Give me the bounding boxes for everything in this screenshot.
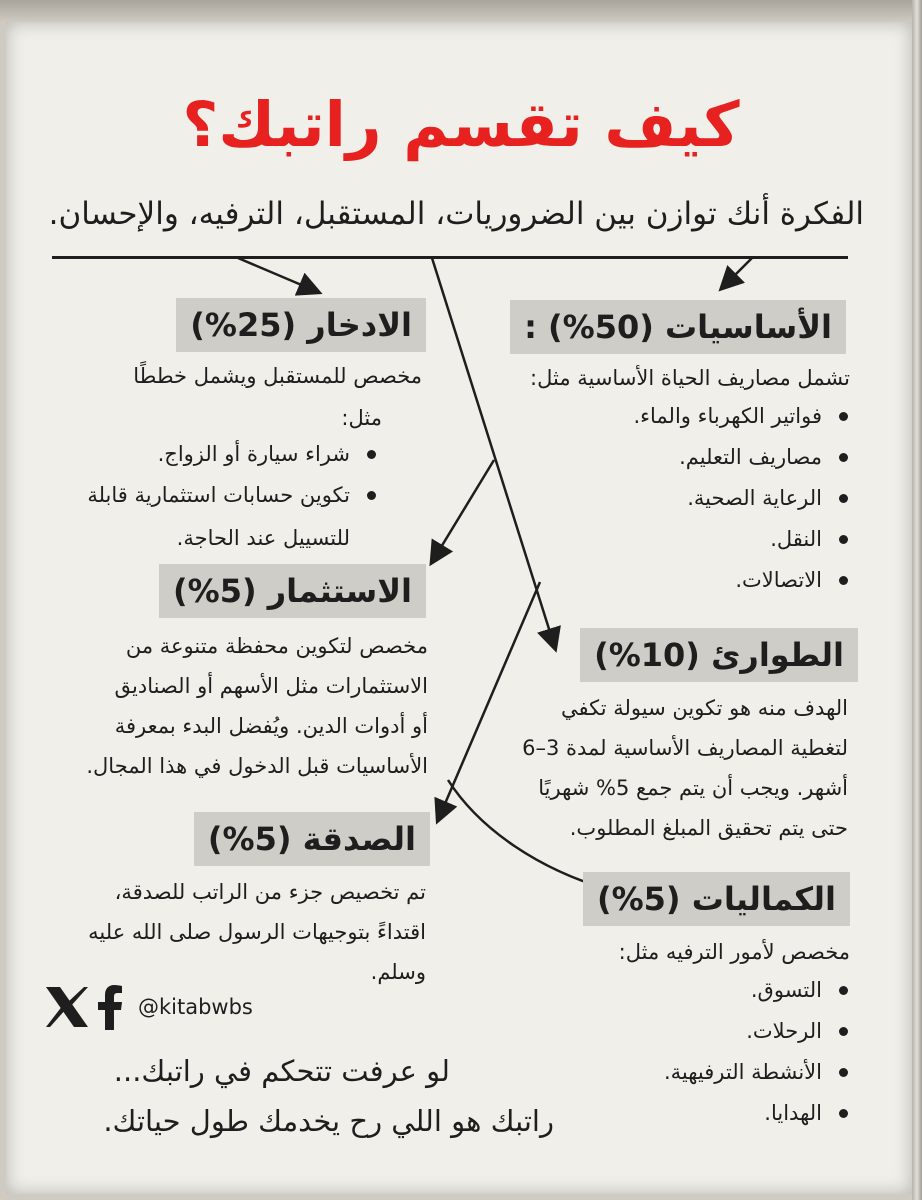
list-item: التسوق. <box>664 970 854 1011</box>
luxuries-list <box>664 970 854 1134</box>
savings-intro-1: مخصص للمستقبل ويشمل خططًا <box>133 364 422 388</box>
facebook-logo-icon <box>96 984 124 1030</box>
charity-text <box>88 872 426 992</box>
arrow-to-savings <box>238 258 318 292</box>
savings-item-continuation: للتسييل عند الحاجة. <box>176 526 350 550</box>
list-item: شراء سيارة أو الزواج. <box>87 434 382 475</box>
investment-heading: الاستثمار (5%) <box>159 564 426 618</box>
charity-line: اقتداءً بتوجيهات الرسول صلى الله عليه <box>88 920 426 944</box>
investment-text <box>86 626 428 786</box>
investment-line: الاستثمارات مثل الأسهم أو الصناديق <box>114 674 428 698</box>
list-item: النقل. <box>633 519 854 560</box>
investment-line: أو أدوات الدين. ويُفضل البدء بمعرفة <box>114 714 428 738</box>
charity-line: وسلم. <box>370 960 426 984</box>
luxuries-intro: مخصص لأمور الترفيه مثل: <box>618 940 850 964</box>
list-item: تكوين حسابات استثمارية قابلة <box>87 475 382 516</box>
divider-line <box>52 256 848 259</box>
savings-heading: الادخار (25%) <box>176 298 426 352</box>
page-subtitle: الفكرة أنك توازن بين الضروريات، المستقبل، الترفيه، والإحسان. <box>48 196 864 232</box>
basics-intro: تشمل مصاريف الحياة الأساسية مثل: <box>530 366 850 390</box>
basics-heading: الأساسيات (50%) : <box>510 300 846 354</box>
social-handle-block <box>44 984 253 1030</box>
investment-line: الأساسيات قبل الدخول في هذا المجال. <box>86 754 428 778</box>
list-item: الأنشطة الترفيهية. <box>664 1052 854 1093</box>
closing-line-2: راتبك هو اللي رح يخدمك طول حياتك. <box>103 1104 554 1138</box>
investment-line: مخصص لتكوين محفظة متنوعة من <box>125 634 428 658</box>
list-item: الرحلات. <box>664 1011 854 1052</box>
emergency-line: حتى يتم تحقيق المبلغ المطلوب. <box>569 816 848 840</box>
emergency-line: أشهر. ويجب أن يتم جمع 5% شهريًا <box>538 776 848 800</box>
savings-list <box>87 434 382 516</box>
basics-list <box>633 396 854 601</box>
list-item: مصاريف التعليم. <box>633 437 854 478</box>
closing-line-1: لو عرفت تتحكم في راتبك... <box>113 1054 450 1088</box>
list-item: الاتصالات. <box>633 560 854 601</box>
arrow-to-investment <box>432 460 494 562</box>
emergency-line: لتغطية المصاريف الأساسية لمدة 3–6 <box>522 736 848 760</box>
list-item: الرعاية الصحية. <box>633 478 854 519</box>
page-title: كيف تقسم راتبك؟ <box>182 88 740 161</box>
charity-heading: الصدقة (5%) <box>194 812 430 866</box>
emergency-text <box>522 688 848 848</box>
luxuries-heading: الكماليات (5%) <box>583 872 850 926</box>
savings-intro-2: مثل: <box>341 406 382 430</box>
list-item: الهدايا. <box>664 1093 854 1134</box>
arrow-to-basics <box>722 258 752 288</box>
charity-line: تم تخصيص جزء من الراتب للصدقة، <box>114 880 426 904</box>
emergency-line: الهدف منه هو تكوين سيولة تكفي <box>561 696 848 720</box>
list-item: فواتير الكهرباء والماء. <box>633 396 854 437</box>
emergency-heading: الطوارئ (10%) <box>580 628 858 682</box>
x-logo-icon <box>44 985 90 1029</box>
social-handle: @kitabwbs <box>138 995 253 1019</box>
